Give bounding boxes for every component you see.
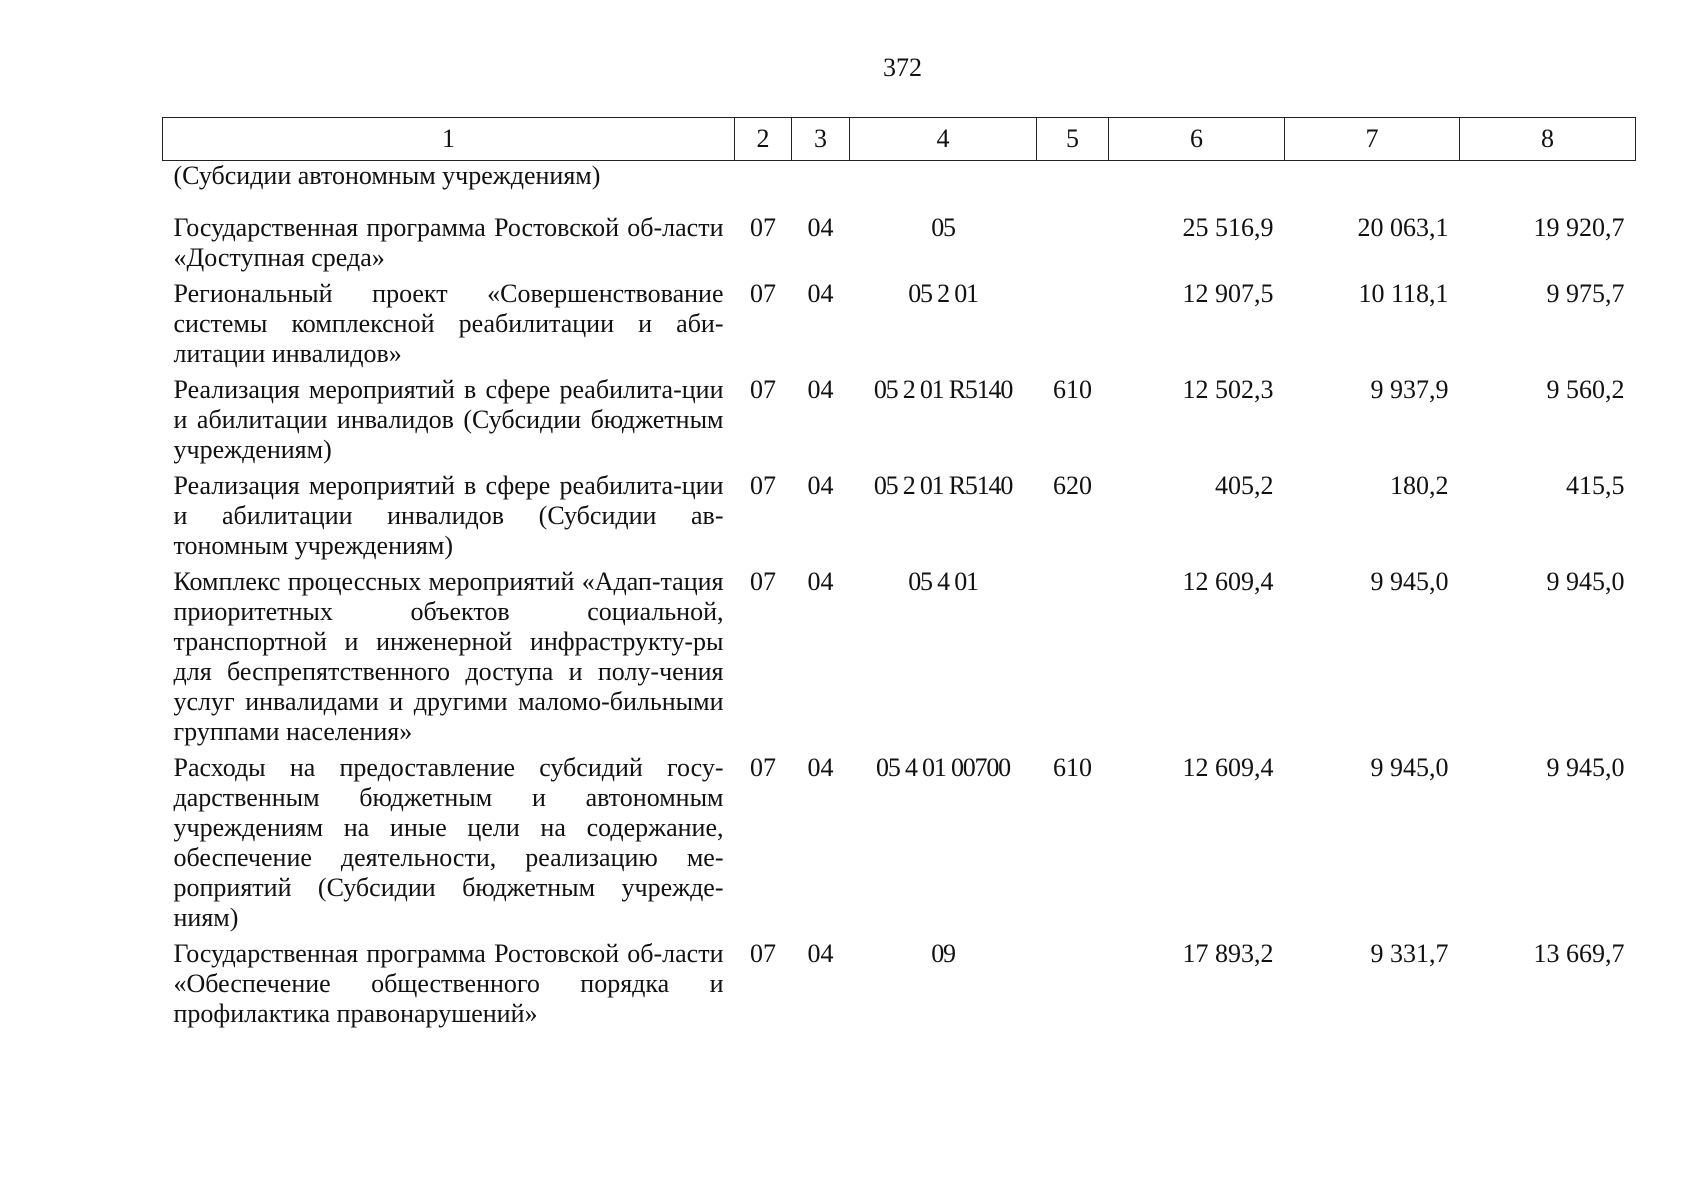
row-amount-6: 405,2 [1215, 471, 1274, 500]
row-amount-6: 12 907,5 [1182, 279, 1274, 308]
row-expense-type [1037, 161, 1109, 198]
row-expense-type: 620 [1053, 471, 1092, 500]
row-amount-6: 25 516,9 [1182, 213, 1274, 242]
row-section: 07 [750, 213, 776, 242]
row-target-code: 05 2 01 R5140 [873, 375, 1013, 404]
column-header-2: 2 [735, 118, 792, 161]
row-section: 07 [750, 939, 776, 968]
column-header-4: 4 [850, 118, 1037, 161]
page-number: 372 [883, 53, 922, 82]
row-expense-type: 610 [1053, 375, 1092, 404]
row-amount-6 [1109, 161, 1285, 198]
row-section: 07 [750, 753, 776, 782]
row-amount-7 [1285, 161, 1460, 198]
row-amount-6: 12 609,4 [1182, 567, 1274, 596]
row-expense-type [1037, 279, 1109, 375]
row-name: Региональный проект «Совершенствование системы комплексной реабилитации и аби-литации инвалидов» [173, 279, 724, 368]
row-subsection: 04 [807, 213, 834, 242]
row-section: 07 [750, 471, 776, 500]
row-amount-7: 180,2 [1390, 471, 1449, 500]
row-expense-type [1037, 939, 1109, 1035]
row-target-code [850, 161, 1037, 198]
column-header-7: 7 [1285, 118, 1460, 161]
row-amount-7: 20 063,1 [1357, 213, 1449, 242]
row-amount-7: 9 945,0 [1370, 753, 1449, 782]
row-subsection [792, 161, 850, 198]
table-row [163, 375, 1636, 471]
row-target-code: 05 [931, 213, 955, 242]
table-row [163, 471, 1636, 567]
row-name: Расходы на предоставление субсидий госу-дарственным бюджетным и автономным учреждениям на иные цели на содержание, обеспечение деятельности, реализацию ме-роприятий (Субсидии бюджетным учрежде-ниям) [173, 753, 724, 932]
table-row [163, 753, 1636, 939]
row-amount-6: 17 893,2 [1182, 939, 1274, 968]
row-section: 07 [750, 279, 776, 308]
table-row [163, 279, 1636, 375]
row-section [735, 161, 792, 198]
row-amount-7: 10 118,1 [1358, 279, 1449, 308]
row-amount-7: 9 945,0 [1370, 567, 1449, 596]
row-subsection: 04 [807, 375, 834, 404]
table-row [163, 567, 1636, 753]
column-header-6: 6 [1109, 118, 1285, 161]
row-target-code: 09 [931, 939, 955, 968]
row-target-code: 05 4 01 [908, 567, 978, 596]
table-body [163, 161, 1636, 1036]
column-header-8: 8 [1460, 118, 1636, 161]
row-subsection: 04 [807, 279, 834, 308]
row-target-code: 05 2 01 R5140 [873, 471, 1013, 500]
row-section: 07 [750, 375, 776, 404]
row-amount-8: 9 560,2 [1546, 375, 1625, 404]
row-amount-8: 415,5 [1566, 471, 1625, 500]
row-name: (Субсидии автономным учреждениям) [173, 161, 601, 190]
row-subsection: 04 [807, 567, 834, 596]
row-name: Реализация мероприятий в сфере реабилита-ции и абилитации инвалидов (Субсидии ав-тономным учреждениям) [173, 471, 724, 560]
row-target-code: 05 2 01 [908, 279, 978, 308]
row-amount-6: 12 609,4 [1182, 753, 1274, 782]
column-header-5: 5 [1037, 118, 1109, 161]
row-expense-type: 610 [1053, 753, 1092, 782]
table-header [163, 118, 1636, 161]
table-row [163, 939, 1636, 1035]
row-amount-8: 13 669,7 [1533, 939, 1625, 968]
row-amount-8: 19 920,7 [1533, 213, 1625, 242]
budget-table [162, 117, 1636, 1035]
row-amount-6: 12 502,3 [1182, 375, 1274, 404]
row-name: Государственная программа Ростовской об-ласти «Доступная среда» [173, 213, 724, 272]
column-header-3: 3 [792, 118, 850, 161]
row-amount-8: 9 975,7 [1546, 279, 1625, 308]
row-amount-8: 9 945,0 [1546, 753, 1625, 782]
row-section: 07 [750, 567, 776, 596]
row-subsection: 04 [807, 471, 834, 500]
row-amount-7: 9 937,9 [1370, 375, 1449, 404]
row-expense-type [1037, 567, 1109, 753]
row-amount-7: 9 331,7 [1370, 939, 1449, 968]
column-header-1: 1 [163, 118, 735, 161]
row-subsection: 04 [807, 753, 834, 782]
row-name: Реализация мероприятий в сфере реабилита-ции и абилитации инвалидов (Субсидии бюджетным учреждениям) [173, 375, 724, 464]
row-amount-8: 9 945,0 [1546, 567, 1625, 596]
row-target-code: 05 4 01 00700 [876, 753, 1010, 782]
header-row [163, 118, 1636, 161]
table-row [163, 197, 1636, 279]
row-subsection: 04 [807, 939, 834, 968]
row-amount-8 [1460, 161, 1636, 198]
row-expense-type [1037, 197, 1109, 279]
row-name: Государственная программа Ростовской об-ласти «Обеспечение общественного порядка и профилактика правонарушений» [173, 939, 724, 1028]
row-name: Комплекс процессных мероприятий «Адап-тация приоритетных объектов социальной, транспортной и инженерной инфраструкту-ры для беспрепятственного доступа и полу-чения услуг инвалидами и другими маломо-бильными группами населения» [173, 567, 724, 746]
table-row [163, 161, 1636, 198]
